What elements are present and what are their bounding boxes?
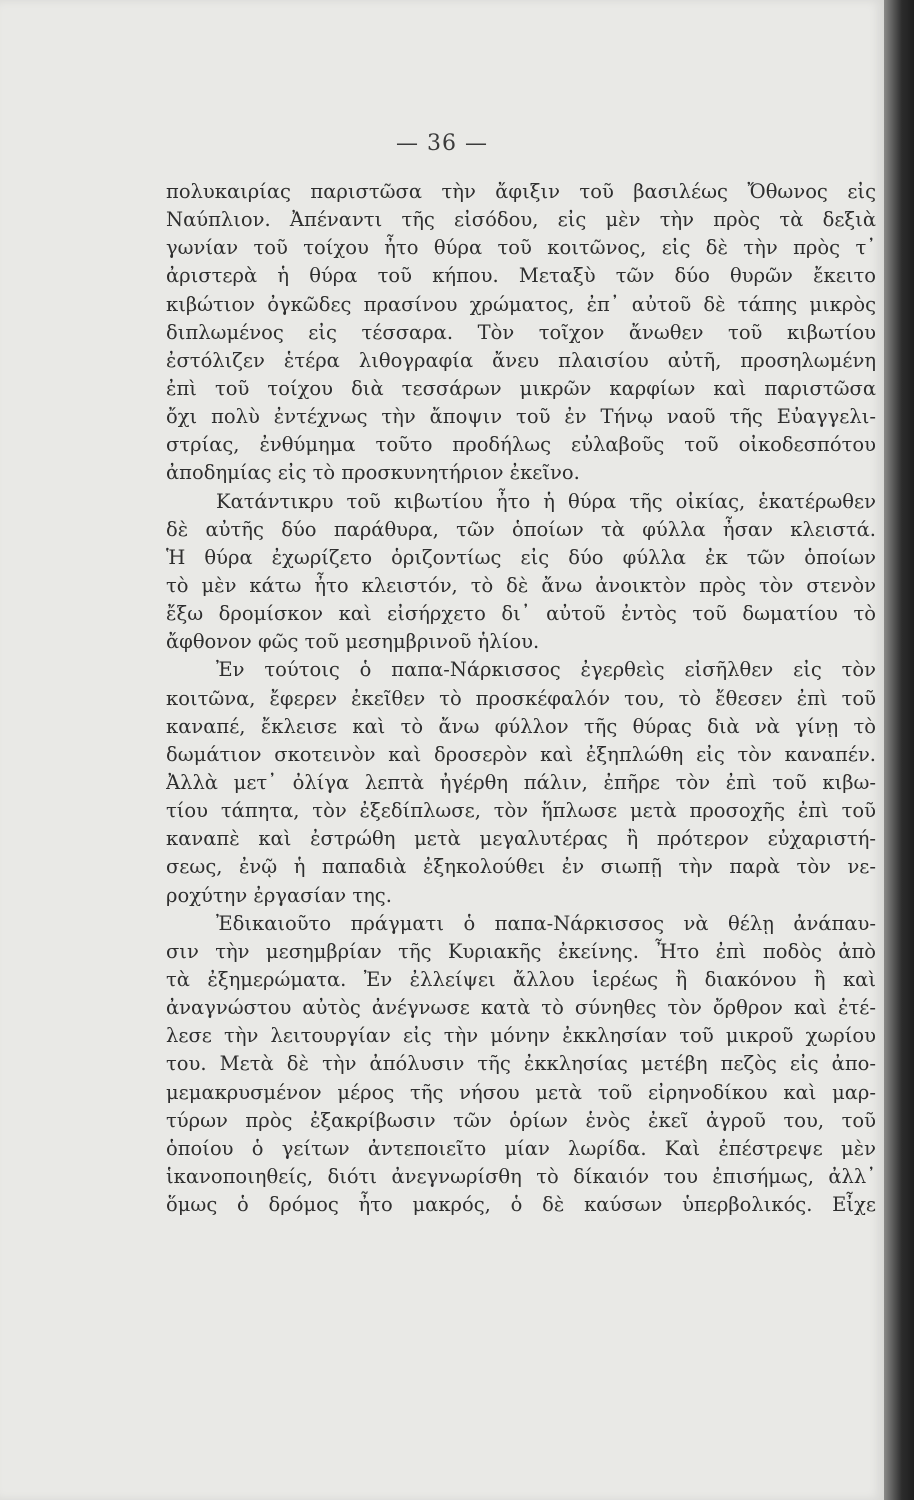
- text-line: ὄχι πολὺ ἐντέχνως τὴν ἄποψιν τοῦ ἐν Τήνῳ ναοῦ τῆς Εὐαγγελι-: [166, 405, 876, 429]
- text-line: Ἐν τούτοις ὁ παπα-Νάρκισσος ἐγερθεὶς εἰσῆλθεν εἰς τὸν: [216, 658, 876, 682]
- text-line: ἐστόλιζεν ἑτέρα λιθογραφία ἄνευ πλαισίου αὐτῆ, προσηλωμένη: [166, 348, 876, 372]
- text-line: λεσε τὴν λειτουργίαν εἰς τὴν μόνην ἐκκλησίαν τοῦ μικροῦ χωρίου: [166, 1024, 876, 1048]
- text-line: τίου τάπητα, τὸν ἐξεδίπλωσε, τὸν ἥπλωσε μετὰ προσοχῆς ἐπὶ τοῦ: [166, 799, 876, 823]
- text-line: σεως, ἐνῷ ἡ παπαδιὰ ἐξηκολούθει ἐν σιωπῇ τὴν παρὰ τὸν νε-: [166, 855, 876, 879]
- text-line: κοιτῶνα, ἔφερεν ἐκεῖθεν τὸ προσκέφαλόν του, τὸ ἔθεσεν ἐπὶ τοῦ: [166, 686, 876, 710]
- text-line: τὸ μὲν κάτω ἦτο κλειστόν, τὸ δὲ ἄνω ἀνοικτὸν πρὸς τὸν στενὸν: [166, 573, 876, 597]
- body-text: [166, 178, 876, 1219]
- text-line: ἀναγνώστου αὐτὸς ἀνέγνωσε κατὰ τὸ σύνηθες τὸν ὄρθρον καὶ ἐτέ-: [166, 996, 876, 1020]
- text-line: Ἀλλὰ μετ᾿ ὀλίγα λεπτὰ ἠγέρθη πάλιν, ἐπῆρε τὸν ἐπὶ τοῦ κιβω-: [166, 770, 876, 794]
- text-line: ροχύτην ἐργασίαν της.: [166, 883, 392, 907]
- page-edge-shadow: [884, 0, 914, 1500]
- text-line: ἄφθονον φῶς τοῦ μεσημβρινοῦ ἡλίου.: [166, 630, 540, 654]
- text-line: του. Μετὰ δὲ τὴν ἀπόλυσιν τῆς ἐκκλησίας μετέβη πεζὸς εἰς ἀπο-: [166, 1052, 876, 1076]
- text-line: ἔξω δρομίσκον καὶ εἰσήρχετο δι᾿ αὐτοῦ ἐντὸς τοῦ δωματίου τὸ: [166, 602, 876, 626]
- text-line: σιν τὴν μεσημβρίαν τῆς Κυριακῆς ἐκείνης. Ἦτο ἐπὶ ποδὸς ἀπὸ: [166, 939, 876, 963]
- text-line: Ναύπλιον. Ἀπέναντι τῆς εἰσόδου, εἰς μὲν τὴν πρὸς τὰ δεξιὰ: [166, 208, 876, 232]
- text-line: Ἐδικαιοῦτο πράγματι ὁ παπα-Νάρκισσος νὰ θέλῃ ἀνάπαυ-: [216, 911, 876, 935]
- text-line: ἀποδημίας εἰς τὸ προσκυνητήριον ἐκεῖνο.: [166, 461, 580, 485]
- text-line: καναπέ, ἔκλεισε καὶ τὸ ἄνω φύλλον τῆς θύρας διὰ νὰ γίνῃ τὸ: [166, 714, 876, 738]
- text-line: ἐπὶ τοῦ τοίχου διὰ τεσσάρων μικρῶν καρφίων καὶ παριστῶσα: [166, 376, 876, 400]
- text-line: καναπὲ καὶ ἐστρώθη μετὰ μεγαλυτέρας ἢ πρότερον εὐχαριστή-: [166, 827, 876, 851]
- text-line: κιβώτιον ὀγκῶδες πρασίνου χρώματος, ἐπ᾿ αὐτοῦ δὲ τάπης μικρὸς: [166, 292, 876, 316]
- text-line: τύρων πρὸς ἐξακρίβωσιν τῶν ὁρίων ἑνὸς ἐκεῖ ἀγροῦ του, τοῦ: [166, 1108, 876, 1132]
- text-line: πολυκαιρίας παριστῶσα τὴν ἄφιξιν τοῦ βασιλέως Ὄθωνος εἰς: [166, 180, 876, 203]
- text-line: μεμακρυσμένον μέρος τῆς νήσου μετὰ τοῦ εἰρηνοδίκου καὶ μαρ-: [166, 1080, 876, 1104]
- text-line: ὁποίου ὁ γείτων ἀντεποιεῖτο μίαν λωρίδα. Καὶ ἐπέστρεψε μὲν: [166, 1136, 876, 1160]
- text-line: γωνίαν τοῦ τοίχου ἦτο θύρα τοῦ κοιτῶνος, εἰς δὲ τὴν πρὸς τ᾿: [166, 236, 876, 260]
- text-line: ἱκανοποιηθείς, διότι ἀνεγνωρίσθη τὸ δίκαιόν του ἐπισήμως, ἀλλ᾿: [166, 1164, 876, 1188]
- page-number: — 36 —: [396, 131, 488, 156]
- text-line: δωμάτιον σκοτεινὸν καὶ δροσερὸν καὶ ἐξηπλώθη εἰς τὸν καναπέν.: [166, 742, 876, 766]
- text-line: Κατάντικρυ τοῦ κιβωτίου ἦτο ἡ θύρα τῆς οἰκίας, ἑκατέρωθεν: [216, 489, 876, 513]
- text-line: ὅμως ὁ δρόμος ἦτο μακρός, ὁ δὲ καύσων ὑπερβολικός. Εἶχε: [166, 1193, 876, 1217]
- text-line: ἀριστερὰ ἡ θύρα τοῦ κήπου. Μεταξὺ τῶν δύο θυρῶν ἔκειτο: [166, 264, 876, 288]
- text-line: Ἡ θύρα ἐχωρίζετο ὁριζοντίως εἰς δύο φύλλα ἐκ τῶν ὁποίων: [166, 545, 876, 569]
- text-line: δὲ αὐτῆς δύο παράθυρα, τῶν ὁποίων τὰ φύλλα ἦσαν κλειστά.: [166, 517, 876, 541]
- text-line: τὰ ἐξημερώματα. Ἐν ἐλλείψει ἄλλου ἱερέως ἢ διακόνου ἢ καὶ: [166, 967, 876, 991]
- text-line: διπλωμένος εἰς τέσσαρα. Τὸν τοῖχον ἄνωθεν τοῦ κιβωτίου: [166, 320, 876, 344]
- text-line: στρίας, ἐνθύμημα τοῦτο προδήλως εὐλαβοῦς τοῦ οἰκοδεσπότου: [166, 433, 876, 457]
